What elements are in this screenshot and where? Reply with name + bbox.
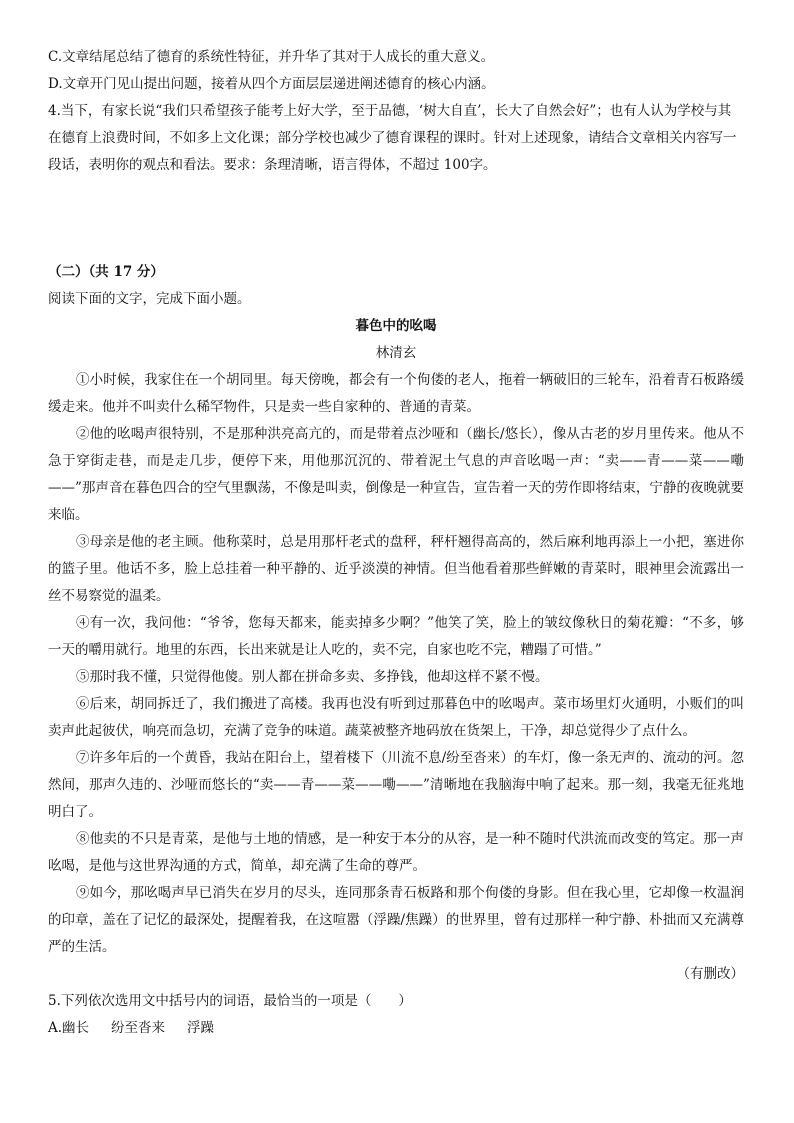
section-title: （二）（共 17 分） [48, 264, 164, 280]
paragraph-2: ②他的吆喝声很特别，不是那种洪亮高亢的，而是带着点沙哑和（幽长/悠长），像从古老的岁月里传来。他从不急于穿街走巷，而是走几步，便停下来，用他那沉沉的、带着泥土气息的声音吆喝一声：“卖——青——菜——嘞——”那声音在暮色四合的空气里飘荡，不像是叫卖，倒像是一种宣告，宣告着一天的劳作即将结束，宁静的夜晚就要来临。 [48, 426, 744, 523]
paragraph-1: ①小时候，我家住在一个胡同里。每天傍晚，都会有一个佝偻的老人，拖着一辆破旧的三轮车，沿着青石板路缓缓走来。他并不叫卖什么稀罕物件，只是卖一些自家种的、普通的青菜。 [48, 372, 744, 415]
paragraph-3: ③母亲是他的老主顾。他称菜时，总是用那杆老式的盘秤，秤杆翘得高高的，然后麻利地再添上一小把，塞进你的篮子里。他话不多，脸上总挂着一种平静的、近乎淡漠的神情。但当他看着那些鲜嫩的青菜时，眼神里会流露出一丝不易察觉的温柔。 [48, 534, 744, 604]
question-5: 5.下列依次选用文中括号内的词语，最恰当的一项是（ ） [48, 993, 412, 1009]
source-note: （有删改） [676, 966, 744, 982]
paragraph-5: ⑤那时我不懂，只觉得他傻。别人都在拼命多卖、多挣钱，他却这样不紧不慢。 [76, 669, 549, 685]
paragraph-4: ④有一次，我问他：“爷爷，您每天都来，能卖掉多少啊？”他笑了笑，脸上的皱纹像秋日的菊花瓣：“不多，够一天的嚼用就行。地里的东西，长出来就是让人吃的，卖不完，自家也吃不完，糟蹋了可惜。” [48, 615, 744, 658]
option-d: D.文章开门见山提出问题，接着从四个方面层层递进阐述德育的核心内涵。 [48, 76, 495, 92]
option-c: C.文章结尾总结了德育的系统性特征，并升华了其对于人成长的重大意义。 [48, 49, 495, 65]
article-author: 林清玄 [375, 345, 417, 361]
option-a-word-1: A.幽长 [48, 1020, 90, 1036]
answer-space [48, 179, 744, 259]
paragraph-7: ⑦许多年后的一个黄昏，我站在阳台上，望着楼下（川流不息/纷至沓来）的车灯，像一条无声的、流动的河。忽然间，那声久违的、沙哑而悠长的“卖——青——菜——嘞——”清晰地在我脑海中响了起来。那一刻，我毫无征兆地明白了。 [48, 750, 744, 820]
section-instruction: 阅读下面的文字，完成下面小题。 [48, 291, 251, 307]
paragraph-6: ⑥后来，胡同拆迁了，我们搬进了高楼。我再也没有听到过那暮色中的吆喝声。菜市场里灯火通明，小贩们的叫卖声此起彼伏，响亮而急切，充满了竞争的味道。蔬菜被整齐地码放在货架上，干净，却总觉得少了点什么。 [48, 696, 744, 739]
question-5-option-a [48, 1015, 744, 1042]
document-page [48, 44, 744, 1042]
option-a-word-2: 纷至沓来 [111, 1020, 166, 1036]
question-4: 4.当下，有家长说“我们只希望孩子能考上好大学，至于品德，‘树大自直’，长大了自然会好”；也有人认为学校与其在德育上浪费时间，不如多上文化课；部分学校也减少了德育课程的课时。针对上述现象，请结合文章相关内容写一段话，表明你的观点和看法。要求：条理清晰，语言得体，不超过 100字。 [48, 103, 737, 173]
paragraph-9: ⑨如今，那吆喝声早已消失在岁月的尽头，连同那条青石板路和那个佝偻的身影。但在我心里，它却像一枚温润的印章，盖在了记忆的最深处，提醒着我，在这喧嚣（浮躁/焦躁）的世界里，曾有过那样一种宁静、朴拙而又充满尊严的生活。 [48, 885, 744, 955]
option-a-word-3: 浮躁 [187, 1020, 215, 1036]
article-title: 暮色中的吆喝 [355, 318, 437, 334]
paragraph-8: ⑧他卖的不只是青菜，是他与土地的情感，是一种安于本分的从容，是一种不随时代洪流而改变的笃定。那一声吆喝，是他与这世界沟通的方式，简单，却充满了生命的尊严。 [48, 831, 744, 874]
